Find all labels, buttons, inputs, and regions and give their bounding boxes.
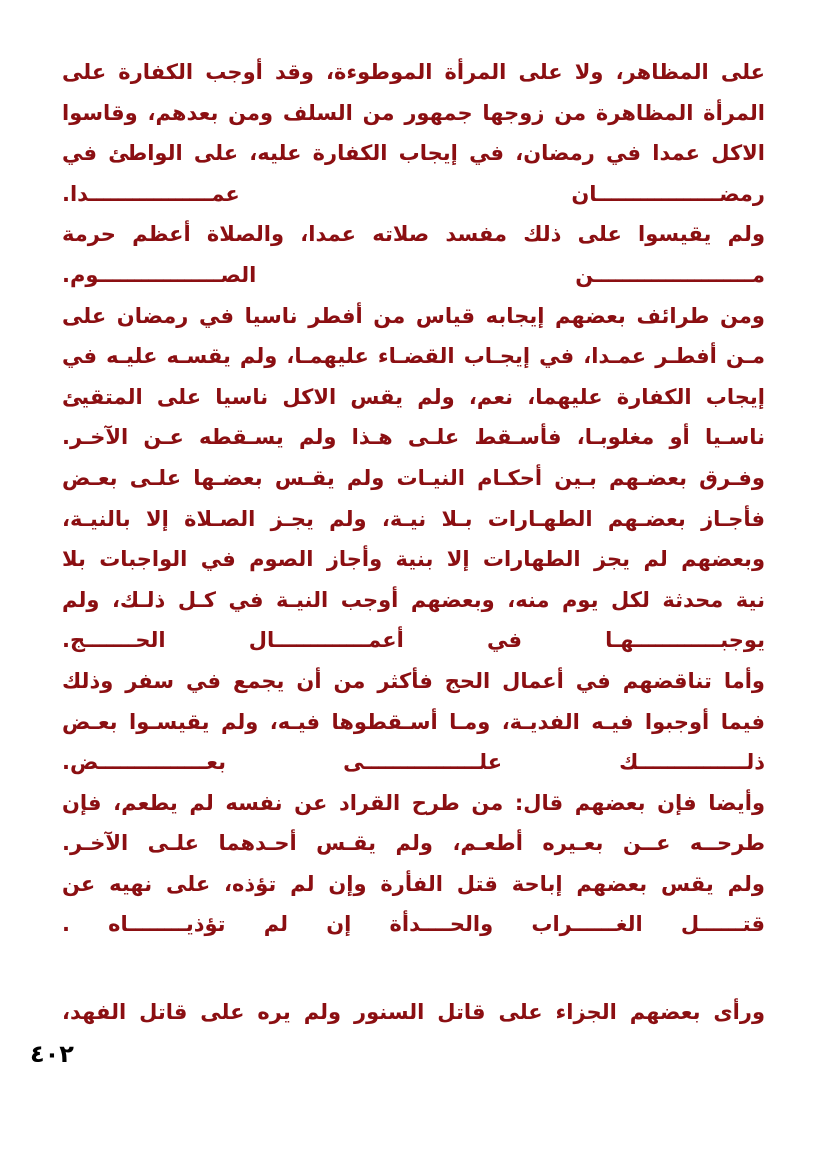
text-line-20: طرحــه عــن بعـيره أطعـم، ولم يقـس أحـدهما علـى الآخـر.	[62, 831, 765, 856]
text-line-12: فأجـاز بعضـهم الطهـارات بـلا نيـة، ولم يجـز الصـلاة إلا بالنيـة،	[62, 506, 765, 531]
page-number: ٤٠٢	[30, 1040, 74, 1068]
text-line-19: وأيضا فإن بعضهم قال: من طرح القراد عن نفسه لم يطعم، فإن	[62, 790, 765, 815]
text-line-4: رمضـــــــــــــــــان عمـــــــــــــــــدا.	[62, 181, 765, 206]
text-line-1: على المظاهر، ولا على المرأة الموطوءة، وقد أوجب الكفارة على	[62, 60, 765, 84]
text-line-22: قتــــــل الغــــــراب والحــــدأة إن لم تؤذيــــــــاه .	[62, 912, 765, 937]
text-line-17: فيما أوجبوا فيـه الفديـة، ومـا أسـقطوها فيـه، ولم يقيسـوا بعـض	[62, 709, 765, 734]
text-line-13: وبعضهم لم يجز الطهارات إلا بنية وأجاز الصوم في الواجبات بلا	[62, 547, 765, 572]
text-line-14: نية محدثة لكل يوم منه، وبعضهم أوجب النيـة في كـل ذلـك، ولم	[62, 587, 765, 612]
text-line-2: المرأة المظاهرة من زوجها جمهور من السلف ومن بعدهم، وقاسوا	[62, 100, 765, 125]
text-line-7: ومن طرائف بعضهم إيجابه قياس من أفطر ناسيا في رمضان على	[62, 303, 765, 328]
text-line-6: مــــــــــــــــــــــن الصـــــــــــــــــوم.	[62, 262, 765, 287]
text-line-8: مـن أفطـر عمـدا، في إيجـاب القضـاء عليهمـا، ولم يقسـه عليـه في	[62, 344, 765, 369]
text-line-15: يوجبــــــــــــهـا في أعمـــــــــــــال الحـــــــج.	[62, 628, 765, 653]
text-line-18: ذلـــــــــــــــك علــــــــــــــــى بعـــــــــــــــض.	[62, 750, 765, 775]
text-line-21: ولم يقس بعضهم إباحة قتل الفأرة وإن لم تؤذه، على نهيه عن	[62, 871, 765, 896]
body-text	[62, 52, 765, 945]
text-line-final: ورأى بعضهم الجزاء على قاتل السنور ولم يره على قاتل الفهد،	[62, 1000, 765, 1024]
text-line-9: إيجاب الكفارة عليهما، نعم، ولم يقس الاكل ناسيا على المتقيئ	[62, 384, 765, 409]
text-line-11: وفـرق بعضـهم بـين أحكـام النيـات ولم يقـس بعضـها علـى بعـض	[62, 465, 765, 490]
text-line-10: ناسـيا أو مغلوبـا، فأسـقط علـى هـذا ولم يسـقطه عـن الآخـر.	[62, 425, 765, 450]
text-line-16: وأما تناقضهم في أعمال الحج فأكثر من أن يجمع في سفر وذلك	[62, 668, 765, 693]
text-line-3: الاكل عمدا في رمضان، في إيجاب الكفارة عليه، على الواطئ في	[62, 141, 765, 166]
text-line-5: ولم يقيسوا على ذلك مفسد صلاته عمدا، والصلاة أعظم حرمة	[62, 222, 765, 247]
